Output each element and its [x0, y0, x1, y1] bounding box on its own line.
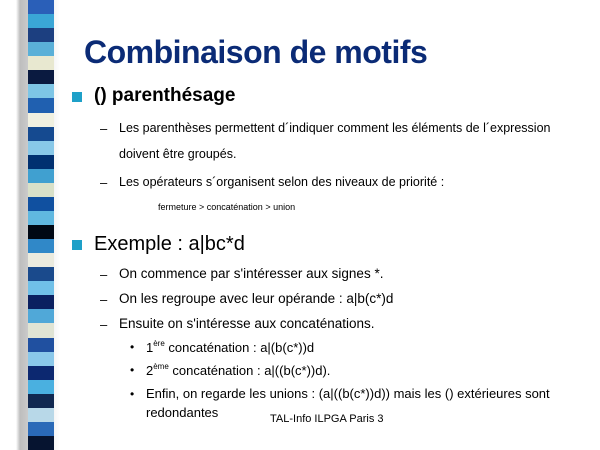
slide-footer: TAL-Info ILPGA Paris 3 [270, 413, 384, 425]
color-block-bar [28, 0, 54, 450]
nested-item [146, 362, 330, 378]
stripe-block [28, 84, 54, 98]
stripe-block [28, 127, 54, 141]
stripe-block [28, 197, 54, 211]
stripe-block [28, 253, 54, 267]
stripe-block [28, 225, 54, 239]
stripe-block [28, 309, 54, 323]
nested-item [146, 339, 314, 355]
bullet-dot-icon: • [130, 387, 135, 401]
bullet-square-icon [72, 92, 82, 102]
sub-item-text: On les regroupe avec leur opérande : a|b(c*)d [119, 291, 394, 306]
item-superscript: ème [153, 362, 169, 371]
item-number: 1 [146, 340, 154, 355]
stripe-block [28, 323, 54, 337]
sub-item-text: Les parenthèses permettent d´indiquer comment les éléments de l´expression [119, 121, 551, 135]
stripe-block [28, 436, 54, 450]
stripe-block [28, 408, 54, 422]
sub-item-text: Les opérateurs s´organisent selon des niveaux de priorité : [119, 175, 445, 189]
decorative-side-stripe [0, 0, 60, 450]
stripe-block [28, 422, 54, 436]
nested-item-text: Enfin, on regarde les unions : (a|((b(c*))d)) mais les () extérieures sont [146, 386, 550, 401]
stripe-block [28, 28, 54, 42]
stripe-block [28, 380, 54, 394]
stripe-block [28, 338, 54, 352]
sub-item-text: On commence par s'intéresser aux signes *. [119, 266, 384, 281]
dash-icon: – [100, 292, 108, 307]
dash-icon: – [100, 317, 108, 332]
stripe-block [28, 98, 54, 112]
dash-icon: – [100, 121, 108, 136]
stripe-block [28, 169, 54, 183]
slide-title: Combinaison de motifs [84, 34, 428, 70]
stripe-block [28, 141, 54, 155]
bullet-square-icon [72, 240, 82, 250]
stripe-block [28, 394, 54, 408]
stripe-block [28, 267, 54, 281]
stripe-block [28, 366, 54, 380]
sub-item-text: Ensuite on s'intéresse aux concaténations. [119, 316, 375, 331]
stripe-block [28, 295, 54, 309]
bullet-heading-exemple: Exemple : a|bc*d [94, 233, 245, 255]
bullet-dot-icon: • [130, 340, 135, 354]
stripe-block [28, 14, 54, 28]
stripe-block [28, 113, 54, 127]
item-superscript: ère [153, 339, 165, 348]
stripe-block [28, 0, 54, 14]
stripe-block [28, 281, 54, 295]
stripe-block [28, 56, 54, 70]
bullet-dot-icon: • [130, 363, 135, 377]
item-text: concaténation : a|((b(c*))d). [168, 363, 331, 378]
stripe-block [28, 239, 54, 253]
sub-item-text: doivent être groupés. [119, 147, 237, 161]
item-number: 2 [146, 363, 154, 378]
bullet-heading-parenthesage: () parenthésage [94, 85, 236, 106]
stripe-block [28, 42, 54, 56]
stripe-block [28, 183, 54, 197]
stripe-block [28, 211, 54, 225]
stripe-block [28, 352, 54, 366]
dash-icon: – [100, 175, 108, 190]
dash-icon: – [100, 267, 108, 282]
priority-order-text: fermeture > concaténation > union [158, 202, 296, 212]
item-text: concaténation : a|(b(c*))d [164, 340, 315, 355]
stripe-block [28, 155, 54, 169]
nested-item-text: redondantes [146, 405, 219, 420]
stripe-block [28, 70, 54, 84]
